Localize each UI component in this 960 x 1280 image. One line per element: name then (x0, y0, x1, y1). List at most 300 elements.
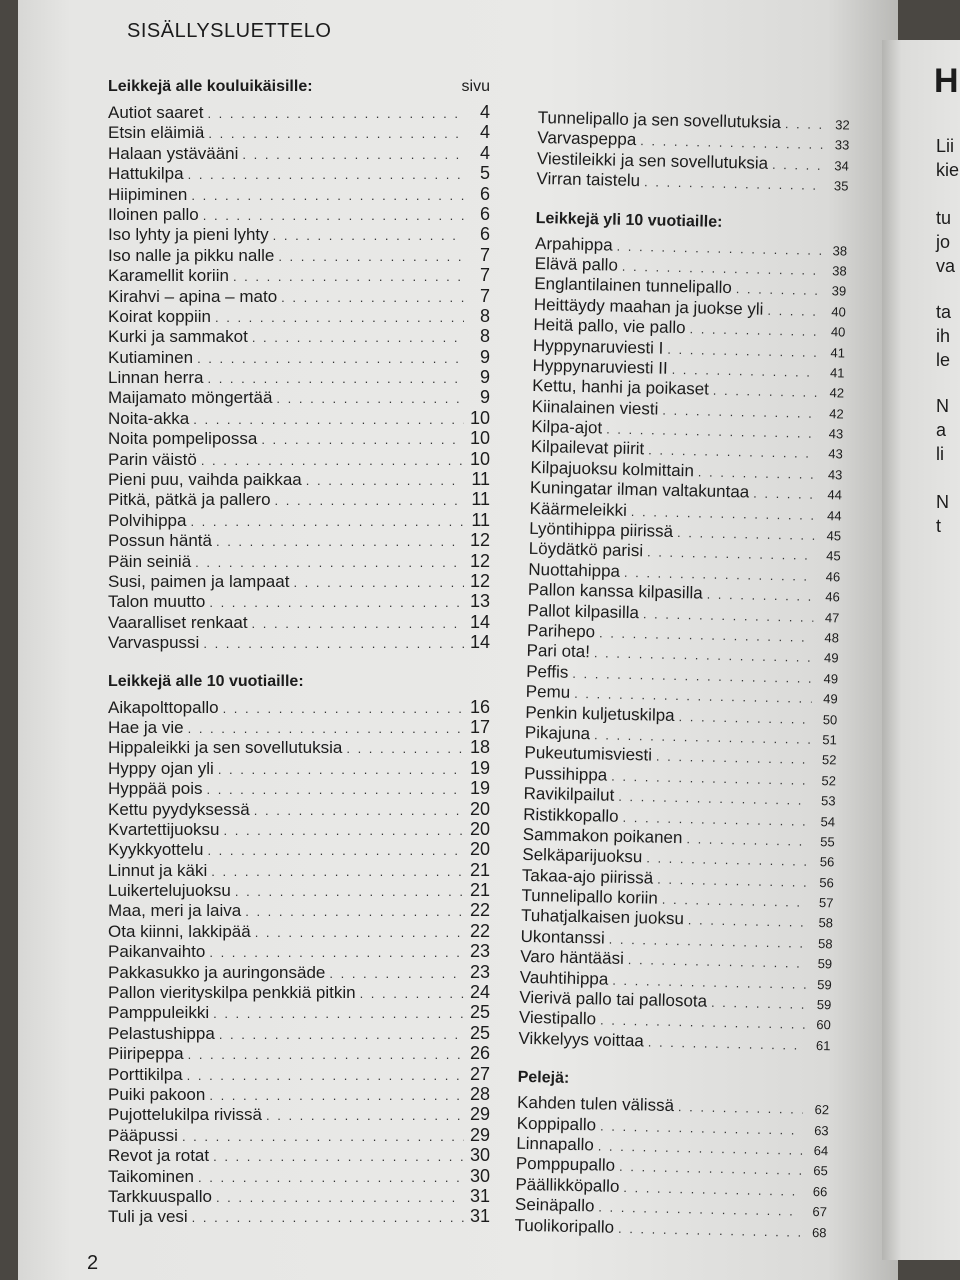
toc-entry-title: Viestipallo (518, 1008, 597, 1029)
dot-leader (190, 512, 464, 532)
toc-entry-title: Kuningatar ilman valtakuntaa (529, 478, 750, 502)
toc-entry-page: 6 (479, 224, 490, 245)
toc-entry (108, 245, 490, 265)
toc-entry-title: Polvihippa (108, 510, 187, 530)
toc-entry-title: Pussihippa (523, 763, 608, 785)
dot-leader (224, 821, 465, 841)
toc-entry-page: 6 (479, 183, 490, 204)
dot-leader (273, 226, 464, 246)
toc-entry-title: Löydätkö parisi (528, 539, 644, 561)
toc-entry-page: 53 (820, 793, 836, 809)
toc-entry-page: 25 (469, 1002, 490, 1023)
toc-entry-title: Hattukilpa (108, 164, 184, 184)
toc-entry-title: Maa, meri ja laiva (108, 901, 242, 921)
toc-entry-title: Pukeutumisviesti (524, 743, 653, 765)
toc-entry-page: 55 (820, 833, 835, 850)
toc-entry (108, 819, 490, 839)
toc-entry-page: 38 (832, 263, 847, 279)
toc-entry-page: 35 (833, 178, 849, 194)
toc-entry-page: 45 (826, 528, 842, 544)
dot-leader (188, 1045, 464, 1065)
toc-entry-page: 16 (469, 696, 490, 717)
toc-entry-title: Tarkkuuspallo (108, 1186, 212, 1206)
dot-leader (195, 553, 464, 573)
toc-entry-page: 52 (821, 772, 837, 789)
toc-entry-page: 4 (479, 102, 490, 122)
toc-entry-page: 11 (471, 469, 490, 490)
page-number: 2 (87, 1252, 99, 1274)
dot-leader (275, 491, 464, 511)
toc-entry-title: Kirahvi – apina – mato (108, 286, 278, 306)
toc-entry-title: Peffis (526, 661, 569, 682)
toc-entry-page: 42 (829, 385, 845, 401)
toc-entry-page: 10 (469, 448, 490, 469)
toc-entry (108, 102, 490, 122)
dot-leader (255, 923, 464, 943)
dot-leader (245, 902, 464, 922)
dot-leader (215, 308, 464, 328)
toc-entry (108, 387, 490, 407)
toc-entry (108, 1084, 490, 1104)
dot-leader (706, 585, 814, 608)
dot-leader (188, 165, 464, 185)
toc-entry-page: 23 (469, 961, 490, 982)
next-page-fragment: va (936, 256, 956, 276)
toc-entry (108, 982, 490, 1002)
toc-entry (108, 839, 490, 859)
toc-entry (108, 900, 490, 920)
toc-entry-title: Iloinen pallo (108, 204, 199, 224)
toc-entry (108, 860, 490, 880)
toc-entry-title: Pikajuna (524, 722, 591, 744)
toc-entry-title: Hyppää pois (108, 779, 203, 799)
dot-leader (208, 124, 464, 144)
toc-entry-page: 49 (823, 670, 839, 687)
toc-entry-page: 4 (479, 142, 490, 163)
toc-entry-title: Elävä pallo (534, 253, 619, 275)
toc-entry-title: Arpahippa (534, 233, 613, 255)
dot-leader (711, 993, 806, 1015)
toc-entry (108, 1064, 490, 1084)
toc-left-column (108, 72, 490, 1227)
toc-entry-title: Vikkelyys voittaa (518, 1028, 645, 1051)
toc-entry (108, 469, 490, 489)
dot-leader (252, 614, 464, 634)
toc-entry-title: Ravikilpailut (523, 783, 615, 805)
toc-entry-title: Ristikkopallo (523, 804, 619, 826)
dot-leader (306, 471, 464, 491)
toc-entry-page: 28 (469, 1083, 490, 1104)
toc-entry-title: Pamppuleikki (108, 1003, 210, 1023)
toc-entry-title: Talon muutto (108, 592, 206, 612)
toc-entry-page: 4 (479, 122, 490, 143)
section-heading-text: Pelejä: (517, 1068, 570, 1088)
toc-entry-page: 47 (824, 609, 840, 626)
dot-leader (772, 155, 823, 176)
toc-entry-page: 22 (469, 920, 490, 941)
dot-leader (677, 523, 815, 546)
toc-entry-title: Parin väistö (108, 449, 197, 469)
dot-leader (254, 801, 464, 821)
next-page-fragment: kie (936, 160, 960, 180)
toc-entry-page: 25 (469, 1022, 490, 1043)
toc-entry-page: 49 (823, 691, 838, 707)
toc-entry-title: Pallon kanssa kilpasilla (527, 580, 703, 603)
toc-entry-page: 19 (469, 778, 490, 799)
toc-entry-title: Parihepo (526, 620, 596, 642)
dot-leader (678, 707, 811, 730)
page-column-label: sivu (461, 78, 490, 95)
toc-entry-title: Karamellit koriin (108, 266, 229, 286)
dot-leader (197, 349, 464, 369)
toc-entry (108, 530, 490, 550)
page-title: SISÄLLYSLUETTELO (127, 20, 332, 42)
toc-entry-title: Piiripeppa (108, 1044, 184, 1064)
toc-entry-page: 18 (469, 737, 490, 758)
toc-entry-page: 34 (834, 158, 850, 174)
toc-entry-page: 51 (822, 732, 837, 748)
toc-entry-page: 24 (469, 982, 490, 1003)
next-page-fragment: li (936, 444, 944, 464)
toc-entry-page: 59 (817, 956, 833, 972)
toc-entry-page: 9 (479, 367, 490, 388)
toc-entry-title: Varvaspussi (108, 633, 200, 653)
toc-entry-page: 29 (469, 1104, 490, 1125)
toc-entry-title: Seinäpallo (514, 1194, 595, 1216)
toc-entry (108, 286, 490, 306)
toc-entry-page: 21 (469, 880, 490, 901)
dot-leader (278, 247, 464, 267)
toc-entry-page: 5 (479, 163, 490, 184)
toc-entry-page: 59 (817, 976, 832, 992)
toc-entry-page: 43 (828, 426, 844, 442)
toc-entry (108, 1166, 490, 1186)
toc-entry-title: Iso lyhty ja pieni lyhty (108, 225, 269, 245)
toc-entry-page: 62 (814, 1102, 830, 1118)
toc-entry-title: Kvartettijuoksu (108, 819, 220, 839)
toc-entry (108, 799, 490, 819)
toc-entry-page: 31 (469, 1185, 490, 1206)
toc-entry-title: Heitä pallo, vie pallo (533, 315, 686, 338)
toc-entry (108, 571, 490, 591)
dot-leader (252, 328, 464, 348)
toc-entry-page: 40 (831, 303, 846, 320)
toc-entry-page: 46 (825, 568, 841, 585)
toc-entry-page: 44 (826, 507, 842, 524)
toc-entry (108, 143, 490, 163)
toc-entry (108, 632, 490, 652)
toc-entry-title: Linnan herra (108, 368, 204, 388)
toc-entry-page: 12 (469, 570, 490, 591)
toc-entry-title: Kilpailevat piirit (530, 437, 645, 459)
toc-entry (108, 697, 490, 717)
toc-entry-page: 58 (818, 915, 834, 931)
section-heading (108, 667, 490, 697)
toc-entry-page: 8 (479, 305, 490, 326)
toc-entry-page: 23 (469, 941, 490, 962)
toc-entry-title: Virran taistelu (536, 169, 641, 191)
section-heading-text: Leikkejä yli 10 vuotiaille: (535, 209, 723, 231)
toc-entry-title: Pemu (525, 682, 571, 702)
dot-leader (187, 1066, 464, 1086)
toc-entry (108, 367, 490, 387)
toc-entry (108, 224, 490, 244)
toc-entry (108, 758, 490, 778)
toc-entry (108, 204, 490, 224)
dot-leader (785, 114, 824, 135)
toc-entry-title: Vierivä pallo tai pallosota (519, 987, 708, 1011)
toc-entry-title: Käärmeleikki (529, 498, 628, 520)
dot-leader (767, 301, 820, 322)
dot-leader (618, 1218, 801, 1242)
toc-entry (108, 962, 490, 982)
toc-entry-page: 56 (819, 874, 835, 891)
dot-leader (209, 1086, 464, 1106)
dot-leader (235, 882, 464, 902)
toc-entry-title: Englantilainen tunnelipallo (534, 274, 733, 298)
toc-entry (108, 921, 490, 941)
toc-entry-title: Hyppynaruviesti II (532, 355, 668, 378)
next-page-title: H (934, 62, 959, 100)
toc-entry (108, 880, 490, 900)
toc-entry-title: Kilpajuoksu kolmittain (530, 457, 695, 481)
toc-entry-page: 10 (469, 428, 490, 449)
dot-leader (207, 841, 464, 861)
toc-entry-title: Tuli ja vesi (108, 1207, 188, 1227)
toc-entry-title: Kiinalainen viesti (531, 396, 659, 419)
toc-entry-title: Nuottahippa (528, 559, 621, 581)
section-heading-text: Leikkejä alle kouluikäisille: (108, 78, 313, 95)
toc-entry-title: Susi, paimen ja lampaat (108, 571, 290, 591)
toc-entry-title: Lyöntihippa piirissä (528, 518, 674, 541)
toc-entry-page: 7 (479, 285, 490, 306)
dot-leader (266, 1106, 464, 1126)
toc-entry-page: 50 (822, 711, 838, 727)
toc-entry-title: Possun häntä (108, 531, 212, 551)
dot-leader (678, 1097, 804, 1120)
toc-entry (108, 306, 490, 326)
toc-entry-title: Ukontanssi (520, 926, 605, 948)
toc-entry-title: Paikanvaihto (108, 942, 206, 962)
toc-entry-title: Kettu pyydyksessä (108, 799, 250, 819)
toc-entry (108, 551, 490, 571)
toc-entry-page: 41 (830, 344, 846, 360)
toc-entry-page: 48 (824, 630, 840, 646)
toc-entry-title: Maijamato möngertää (108, 388, 273, 408)
dot-leader (211, 862, 464, 882)
toc-entry-title: Noita pompelipossa (108, 429, 258, 449)
toc-entry-title: Vauhtihippa (519, 967, 609, 989)
toc-entry-title: Kahden tulen välissä (516, 1092, 675, 1116)
toc-entry-title: Hippaleikki ja sen sovellutuksia (108, 738, 343, 758)
toc-entry (108, 122, 490, 142)
toc-entry-page: 40 (830, 324, 846, 340)
next-page-fragment: t (936, 516, 942, 536)
toc-entry-page: 60 (816, 1017, 832, 1033)
toc-entry-page: 6 (479, 203, 490, 224)
dot-leader (713, 381, 819, 404)
toc-entry (108, 265, 490, 285)
toc-entry-title: Pelastushippa (108, 1023, 215, 1043)
toc-entry-page: 20 (469, 798, 490, 819)
dot-leader (192, 1208, 464, 1228)
toc-entry-page: 26 (469, 1043, 490, 1064)
toc-entry-title: Porttikilpa (108, 1064, 183, 1084)
dot-leader (242, 145, 464, 165)
toc-entry (108, 510, 490, 530)
next-page-fragment: a (936, 420, 947, 440)
toc-entry-title: Vaaralliset renkaat (108, 612, 248, 632)
toc-right-column (514, 108, 850, 1242)
toc-entry (108, 163, 490, 183)
toc-entry-page: 64 (813, 1142, 829, 1159)
toc-entry (108, 1145, 490, 1165)
dot-leader (209, 593, 464, 613)
toc-entry-title: Pakkasukko ja auringonsäde (108, 962, 326, 982)
toc-entry-page: 20 (469, 818, 490, 839)
next-page-fragment: N (936, 396, 949, 416)
toc-entry (108, 489, 490, 509)
toc-entry-title: Pallon vierityskilpa penkkiä pitkin (108, 983, 356, 1003)
toc-entry-page: 43 (827, 467, 843, 483)
toc-entry-title: Tunnelipallo koriin (521, 885, 659, 908)
toc-entry-title: Pitkä, pätkä ja pallero (108, 490, 271, 510)
dot-leader (686, 829, 809, 852)
toc-entry-title: Ota kiinni, lakkipää (108, 921, 251, 941)
toc-entry-page: 7 (479, 244, 490, 265)
toc-entry-page: 39 (831, 283, 847, 299)
toc-entry (108, 428, 490, 448)
toc-entry (108, 449, 490, 469)
toc-entry-title: Iso nalle ja pikku nalle (108, 245, 275, 265)
dot-leader (213, 1147, 464, 1167)
toc-entry-page: 9 (479, 387, 490, 408)
next-page-fragment: jo (936, 232, 951, 252)
toc-entry-page: 30 (469, 1145, 490, 1166)
toc-entry-title: Sammakon poikanen (522, 824, 683, 848)
toc-entry-title: Tuhatjalkaisen juoksu (520, 906, 685, 929)
next-page-fragment: tu (936, 208, 952, 228)
toc-entry-page: 12 (469, 550, 490, 571)
toc-entry-title: Penkin kuljetuskilpa (525, 702, 675, 725)
toc-entry-page: 58 (817, 935, 833, 952)
toc-entry-title: Pääpussi (108, 1125, 178, 1145)
toc-entry-title: Kyykkyottelu (108, 840, 204, 860)
dot-leader (207, 780, 464, 800)
toc-entry-page: 54 (820, 813, 836, 829)
dot-leader (219, 1025, 464, 1045)
toc-entry-page: 13 (469, 591, 490, 612)
dot-leader (648, 1032, 805, 1056)
toc-entry-title: Luikertelujuoksu (108, 881, 231, 901)
toc-entry (108, 1125, 490, 1145)
dot-leader (209, 943, 464, 963)
toc-entry-title: Puiki pakoon (108, 1084, 206, 1104)
toc-entry-page: 31 (469, 1206, 490, 1227)
toc-entry-page: 38 (832, 242, 848, 259)
toc-entry-title: Pujottelukilpa rivissä (108, 1105, 263, 1125)
toc-entry-page: 10 (469, 407, 490, 428)
toc-entry-title: Aikapolttopallo (108, 697, 219, 717)
toc-entry-page: 46 (825, 589, 840, 605)
toc-entry-title: Kurki ja sammakot (108, 327, 248, 347)
toc-entry-title: Päällikköpallo (515, 1174, 620, 1196)
toc-entry-page: 42 (829, 405, 844, 422)
toc-entry-page: 12 (469, 530, 490, 551)
toc-entry-title: Linnut ja käki (108, 860, 208, 880)
toc-entry-title: Etsin eläimiä (108, 123, 205, 143)
toc-entry-title: Kettu, hanhi ja poikaset (531, 376, 710, 399)
next-page-fragment: ih (936, 326, 951, 346)
toc-entry-page: 63 (814, 1122, 829, 1138)
toc-entry-page: 65 (813, 1163, 828, 1179)
toc-entry-title: Hyppy ojan yli (108, 758, 214, 778)
toc-entry (108, 1104, 490, 1124)
toc-entry-title: Taikominen (108, 1166, 194, 1186)
toc-entry (108, 184, 490, 204)
dot-leader (203, 634, 464, 654)
toc-entry-title: Päin seiniä (108, 551, 192, 571)
toc-entry-title: Halaan ystävääni (108, 143, 239, 163)
toc-entry-page: 45 (826, 548, 841, 564)
dot-leader (329, 964, 464, 984)
toc-entry-page: 30 (469, 1165, 490, 1186)
toc-entry-page: 59 (816, 997, 832, 1013)
toc-entry-title: Koppipallo (516, 1113, 597, 1135)
dot-leader (188, 719, 464, 739)
toc-entry-page: 33 (834, 137, 850, 153)
dot-leader (644, 172, 823, 196)
toc-entry-title: Pari ota! (526, 641, 591, 662)
toc-entry (108, 326, 490, 346)
dot-leader (201, 451, 464, 471)
dot-leader (216, 532, 464, 552)
toc-entry-title: Tunnelipallo ja sen sovellutuksia (537, 108, 782, 133)
toc-entry (108, 717, 490, 737)
toc-entry-page: 49 (823, 650, 839, 666)
toc-entry-title: Viestileikki ja sen sovellutuksia (536, 148, 769, 173)
toc-entry-title: Heittäydy maahan ja juokse yli (533, 294, 764, 319)
dot-leader (207, 369, 464, 389)
next-page-fragment: N (936, 492, 949, 512)
toc-entry (108, 941, 490, 961)
toc-entry-title: Varo häntääsi (520, 947, 625, 969)
toc-entry-title: Pieni puu, vaihda paikkaa (108, 470, 302, 490)
dot-leader (261, 430, 464, 450)
toc-entry-title: Kutiaminen (108, 347, 194, 367)
dot-leader (753, 484, 816, 506)
next-page-fragment: le (936, 350, 951, 370)
dot-leader (203, 206, 464, 226)
dot-leader (191, 186, 464, 206)
dot-leader (216, 1188, 464, 1208)
dot-leader (207, 104, 464, 124)
toc-entry (108, 408, 490, 428)
toc-entry-page: 9 (479, 346, 490, 367)
dot-leader (223, 699, 464, 719)
toc-entry-title: Noita-akka (108, 408, 190, 428)
dot-leader (233, 267, 464, 287)
toc-entry-page: 52 (821, 752, 837, 768)
toc-entry-page: 17 (469, 716, 490, 737)
dot-leader (346, 739, 464, 759)
toc-entry-page: 14 (469, 632, 490, 653)
section-heading-text: Leikkejä alle 10 vuotiaille: (108, 672, 304, 690)
dot-leader (360, 984, 464, 1004)
toc-entry-title: Takaa-ajo piirissä (521, 865, 654, 888)
toc-entry-title: Autiot saaret (108, 103, 204, 122)
toc-entry (108, 1186, 490, 1206)
